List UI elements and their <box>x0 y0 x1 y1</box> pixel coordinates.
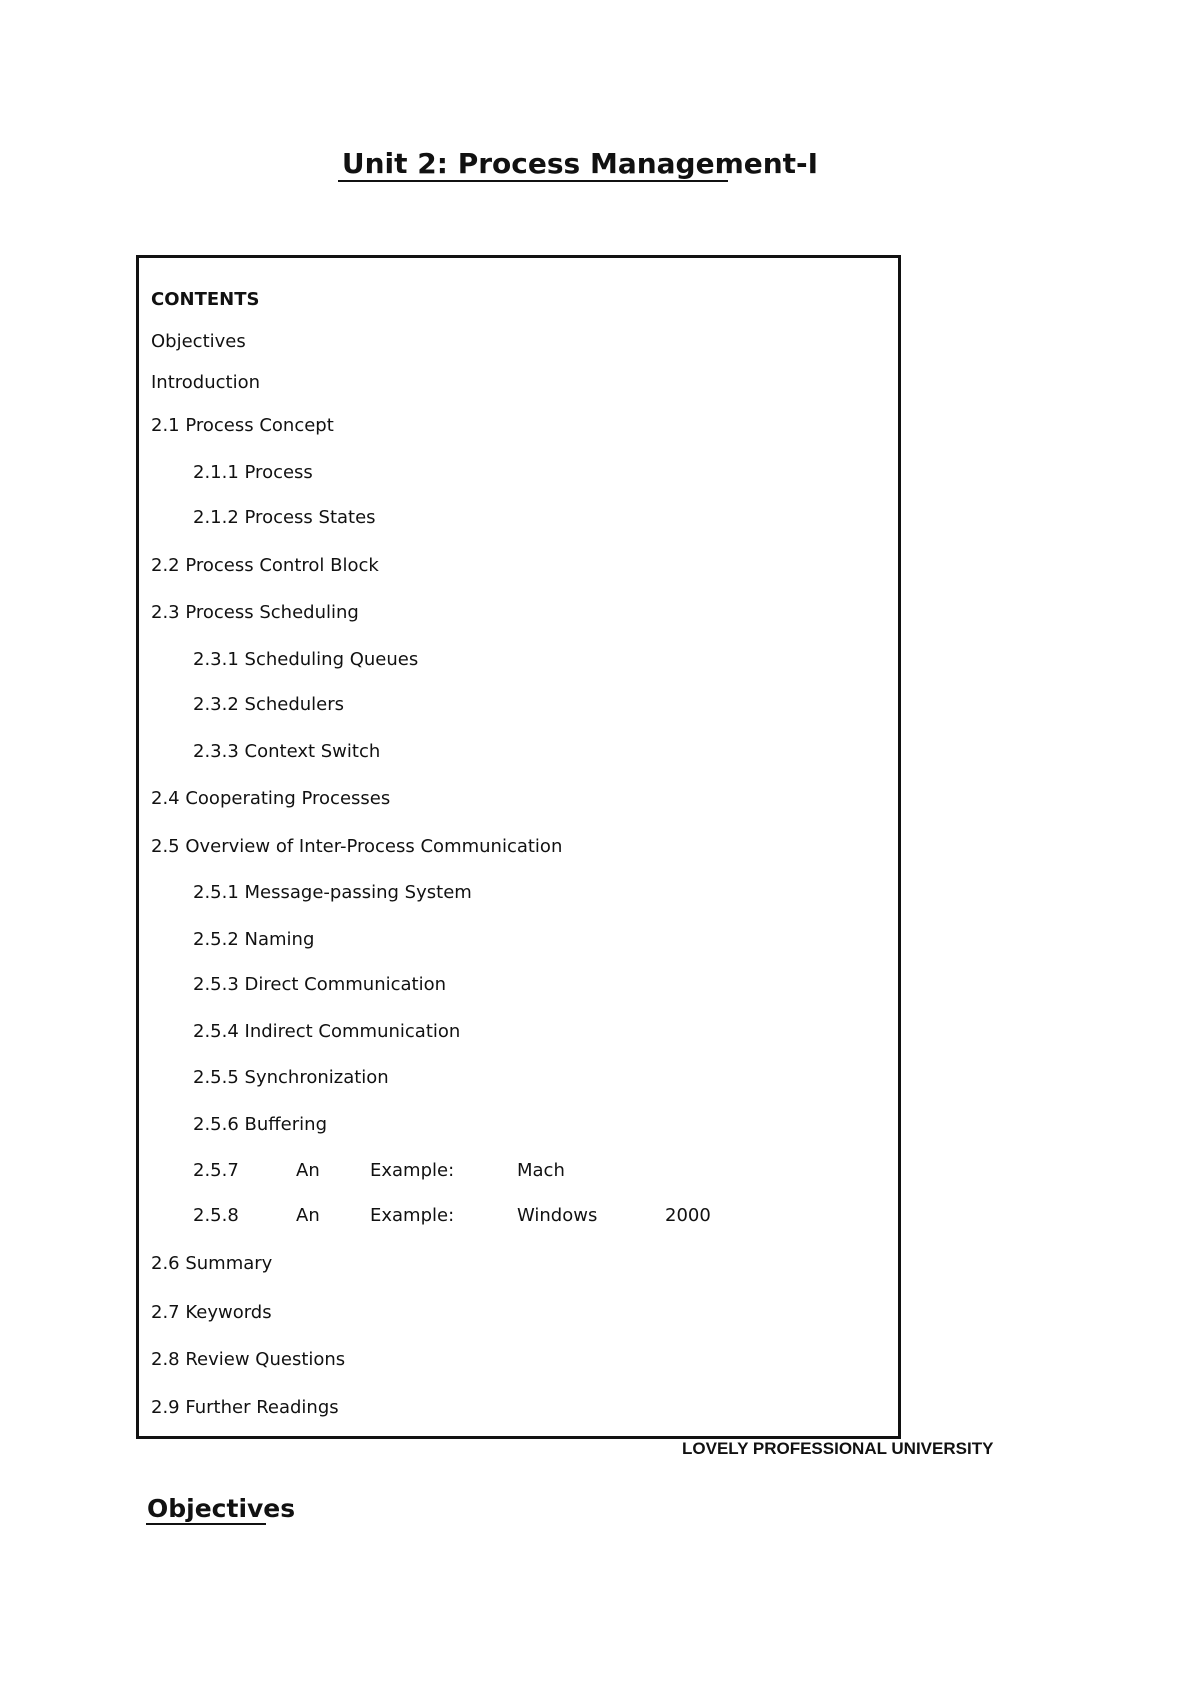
toc-item-2-5-7-word-mach: Mach <box>517 1160 565 1181</box>
toc-item-2-5-8-word-2000: 2000 <box>665 1205 711 1226</box>
title-underline <box>338 180 728 182</box>
toc-item-2-5-4: 2.5.4 Indirect Communication <box>193 1021 461 1042</box>
toc-item-2-5-6: 2.5.6 Buffering <box>193 1114 327 1135</box>
toc-item-2-1-1: 2.1.1 Process <box>193 462 313 483</box>
toc-item-2-1-2: 2.1.2 Process States <box>193 507 376 528</box>
page-title: Unit 2: Process Management-I <box>341 147 819 180</box>
toc-item-2-5-7-word-an: An <box>296 1160 320 1181</box>
toc-item-2-5-8-word-example: Example: <box>370 1205 455 1226</box>
toc-item-2-6: 2.6 Summary <box>151 1253 273 1274</box>
toc-item-2-2: 2.2 Process Control Block <box>151 555 379 576</box>
toc-item-2-5-8-number: 2.5.8 <box>193 1205 239 1226</box>
toc-item-objectives: Objectives <box>151 331 246 352</box>
toc-item-2-4: 2.4 Cooperating Processes <box>151 788 391 809</box>
toc-item-2-1: 2.1 Process Concept <box>151 415 334 436</box>
toc-item-2-3: 2.3 Process Scheduling <box>151 602 359 623</box>
toc-item-2-5-8-word-an: An <box>296 1205 320 1226</box>
toc-item-2-5-8-word-windows: Windows <box>517 1205 598 1226</box>
toc-item-2-3-2: 2.3.2 Schedulers <box>193 694 345 715</box>
toc-item-2-5-7-number: 2.5.7 <box>193 1160 239 1181</box>
toc-item-2-3-1: 2.3.1 Scheduling Queues <box>193 649 419 670</box>
toc-item-introduction: Introduction <box>151 372 261 393</box>
toc-item-2-5-1: 2.5.1 Message-passing System <box>193 882 472 903</box>
university-name: LOVELY PROFESSIONAL UNIVERSITY <box>682 1439 994 1458</box>
contents-box <box>136 255 901 1439</box>
toc-item-2-3-3: 2.3.3 Context Switch <box>193 741 381 762</box>
toc-item-2-5-7-word-example: Example: <box>370 1160 455 1181</box>
toc-item-2-7: 2.7 Keywords <box>151 1302 272 1323</box>
toc-item-2-5-3: 2.5.3 Direct Communication <box>193 974 447 995</box>
section-heading-underline <box>146 1523 266 1525</box>
toc-item-2-8: 2.8 Review Questions <box>151 1349 346 1370</box>
toc-item-2-9: 2.9 Further Readings <box>151 1397 339 1418</box>
toc-item-2-5-5: 2.5.5 Synchronization <box>193 1067 389 1088</box>
toc-item-2-5: 2.5 Overview of Inter-Process Communication <box>151 836 563 857</box>
toc-item-2-5-2: 2.5.2 Naming <box>193 929 315 950</box>
contents-heading: CONTENTS <box>151 289 260 310</box>
section-heading-objectives: Objectives <box>147 1494 296 1523</box>
